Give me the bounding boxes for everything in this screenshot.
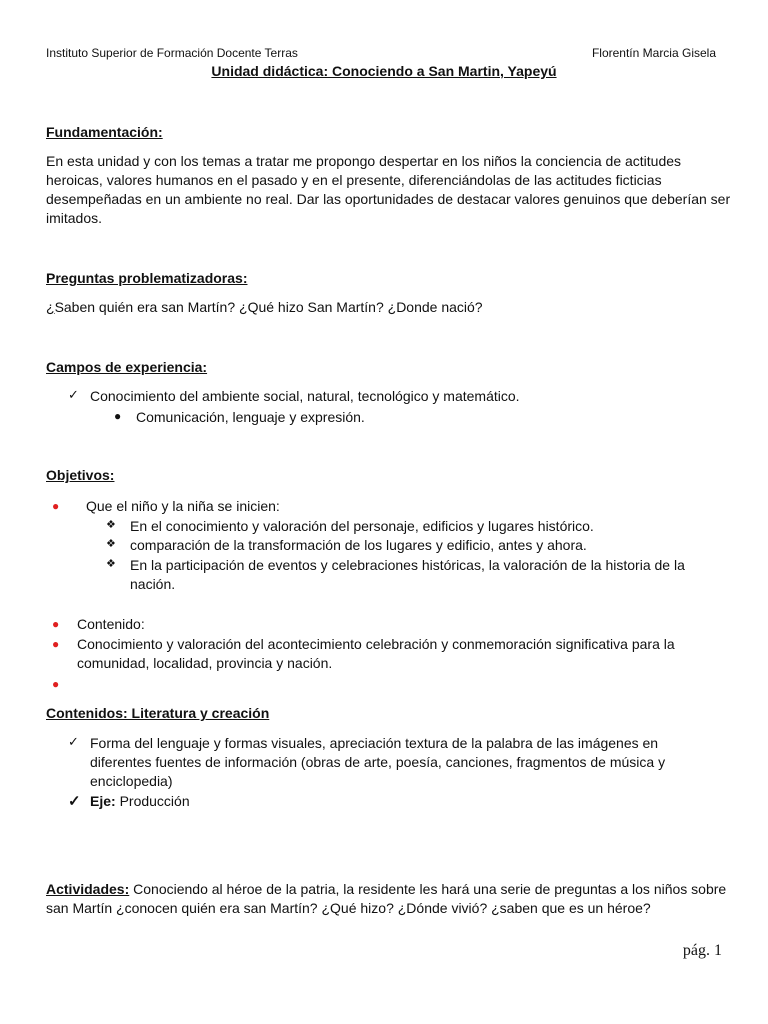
diamond-bullet-icon: ❖	[106, 558, 116, 570]
campos-item-1: Conocimiento del ambiente social, natural, tecnológico y matemático.	[90, 388, 520, 404]
fundamentacion-text: En esta unidad y con los temas a tratar me propongo despertar en los niños la conciencia de actitudes heroicas, valores humanos en el pasado y en el presente, diferenciándolas de las actitudes ficticias desempeñadas en un ambiente no real. Dar las oportunidades de destacar valores genuinos que deberían ser imitados.	[46, 153, 731, 226]
bullet-icon: ●	[52, 637, 60, 651]
eje-value: Producción	[115, 793, 190, 809]
bullet-icon: ●	[52, 499, 60, 513]
objetivos-heading: Objetivos:	[46, 467, 115, 483]
fundamentacion-heading: Fundamentación:	[46, 124, 163, 140]
conocimiento-text: Conocimiento y valoración del acontecimiento celebración y conmemoración significativa para la comunidad, localidad, provincia y nación.	[77, 636, 675, 671]
objetivos-intro: Que el niño y la niña se inicien:	[86, 498, 280, 514]
campos-heading: Campos de experiencia:	[46, 359, 208, 375]
page-number: pág. 1	[682, 942, 722, 959]
campos-item-2: Comunicación, lenguaje y expresión.	[136, 409, 365, 425]
author-name: Florentín Marcia Gisela	[591, 46, 716, 60]
bullet-icon: ●	[52, 617, 60, 631]
preguntas-text	[46, 298, 736, 317]
bullet-icon: ●	[52, 677, 60, 691]
actividades-text: Conociendo al héroe de la patria, la residente les hará una serie de preguntas a los niños sobre san Martín ¿conocen quién era san Martín? ¿Qué hizo? ¿Dónde vivió? ¿saben que es un héroe?	[46, 881, 727, 916]
contenidos-heading: Contenidos: Literatura y creación	[46, 705, 270, 721]
check-icon: ✓	[68, 387, 79, 402]
document-title: Unidad didáctica: Conociendo a San Martin, Yapeyú	[211, 63, 557, 79]
check-icon: ✓	[68, 734, 79, 749]
bullet-icon: ●	[114, 409, 122, 423]
objetivos-subitem-1: En el conocimiento y valoración del personaje, edificios y lugares histórico.	[130, 518, 594, 534]
objetivos-subitem-3: En la participación de eventos y celebraciones históricas, la valoración de la historia de la nación.	[130, 557, 685, 592]
eje-line	[90, 792, 190, 811]
diamond-bullet-icon: ❖	[106, 519, 116, 531]
eje-label: Eje:	[90, 793, 116, 809]
preguntas-first-char: ¿	[46, 299, 55, 315]
diamond-bullet-icon: ❖	[106, 538, 116, 550]
actividades-heading: Actividades:	[46, 881, 130, 897]
contenido-label: Contenido:	[77, 616, 145, 632]
contenidos-item-1: Forma del lenguaje y formas visuales, apreciación textura de la palabra de las imágenes en diferentes fuentes de información (obras de arte, poesía, canciones, fragmentos de música y enciclopedia)	[90, 735, 666, 789]
preguntas-heading: Preguntas problematizadoras:	[46, 270, 248, 286]
objetivos-subitem-2: comparación de la transformación de los lugares y edificio, antes y ahora.	[130, 537, 587, 553]
preguntas-questions: Saben quién era san Martín? ¿Qué hizo San Martín? ¿Donde nació?	[54, 299, 483, 315]
institution-name: Instituto Superior de Formación Docente Terras	[46, 46, 298, 60]
check-icon: ✓	[68, 793, 81, 810]
actividades-paragraph	[46, 880, 736, 918]
